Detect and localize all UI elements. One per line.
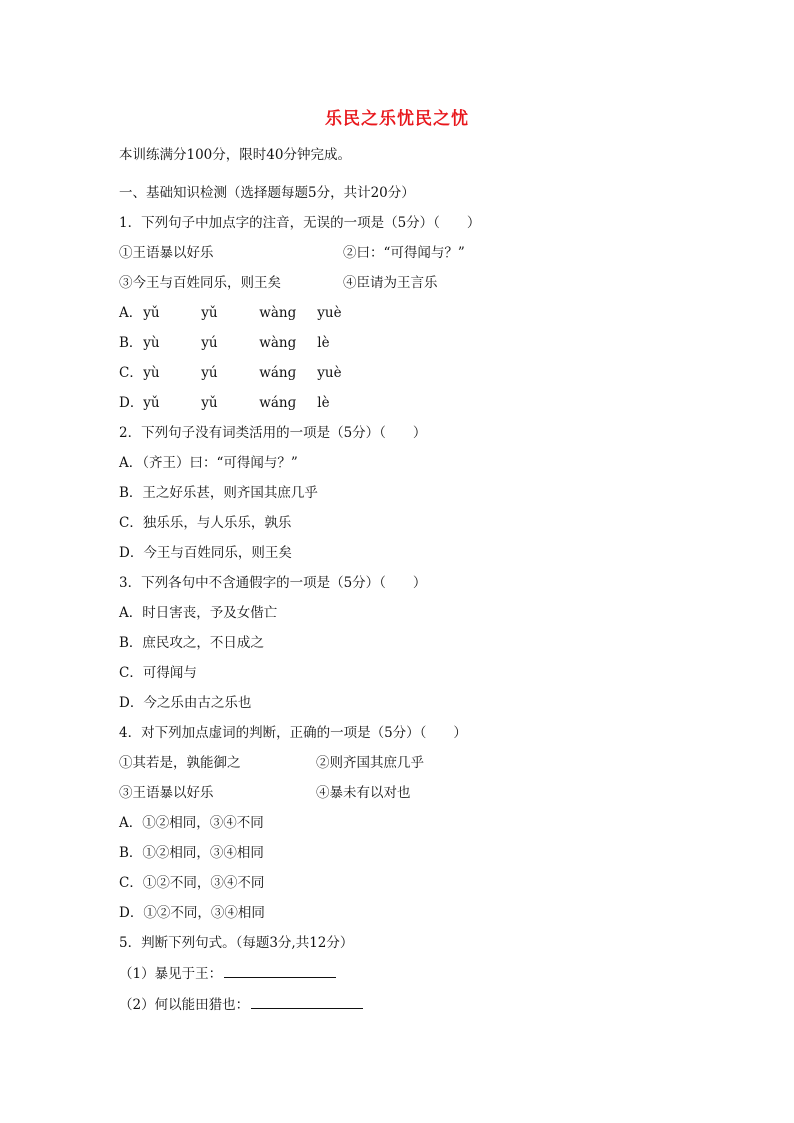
intro-text: 本训练满分100分，限时40分钟完成。: [119, 147, 351, 163]
q4-option-d[interactable]: D．①②不同，③④相同: [119, 905, 265, 921]
q2-option-d[interactable]: D．今王与百姓同乐，则王矣: [119, 545, 292, 561]
q5-item-1-blank[interactable]: [224, 963, 336, 978]
q5-item-2-blank[interactable]: [251, 994, 363, 1009]
q1-sentence-3: ③今王与百姓同乐，则王矣: [119, 275, 281, 291]
q4-sentence-3: ③王语暴以好乐: [119, 785, 214, 801]
q1-sentence-2: ②曰：“可得闻与？”: [343, 245, 465, 261]
q1-sentence-4: ④臣请为王言乐: [343, 275, 438, 291]
q4-option-a[interactable]: A．①②相同，③④不同: [119, 815, 264, 831]
q4-option-b[interactable]: B．①②相同，③④相同: [119, 845, 264, 861]
q3-option-b[interactable]: B．庶民攻之，不日成之: [119, 635, 264, 651]
q5-item-1-label: （1）暴见于王：: [119, 966, 223, 982]
question-1-stem: 1．下列句子中加点字的注音，无误的一项是（5分）（ ）: [119, 215, 481, 231]
q5-item-1: [119, 963, 336, 984]
q5-item-2: [119, 994, 363, 1015]
q1-option-d[interactable]: D． yǔ yǔ wánɡ lè: [119, 395, 330, 411]
q4-option-c[interactable]: C．①②不同，③④不同: [119, 875, 265, 891]
q3-option-c[interactable]: C．可得闻与: [119, 665, 197, 681]
q3-option-d[interactable]: D．今之乐由古之乐也: [119, 695, 252, 711]
question-2-stem: 2．下列句子没有词类活用的一项是（5分）（ ）: [119, 425, 427, 441]
question-3-stem: 3．下列各句中不含通假字的一项是（5分）（ ）: [119, 575, 427, 591]
q1-option-a[interactable]: A． yǔ yǔ wàng yuè: [119, 305, 342, 321]
q4-sentence-2: ②则齐国其庶几乎: [316, 755, 424, 771]
q4-sentence-4: ④暴未有以对也: [316, 785, 411, 801]
q2-option-b[interactable]: B．王之好乐甚，则齐国其庶几乎: [119, 485, 318, 501]
q1-option-b[interactable]: B． yù yú wàng lè: [119, 335, 330, 351]
section-heading: 一、基础知识检测（选择题每题5分，共计20分）: [119, 185, 415, 201]
page-title: 乐民之乐忧民之忧: [325, 109, 469, 129]
question-5-stem: 5．判断下列句式。（每题3分,共12分）: [119, 935, 354, 951]
q4-sentence-1: ①其若是，孰能御之: [119, 755, 241, 771]
q1-sentence-1: ①王语暴以好乐: [119, 245, 214, 261]
q2-option-c[interactable]: C．独乐乐，与人乐乐，孰乐: [119, 515, 292, 531]
q5-item-2-label: （2）何以能田猎也：: [119, 997, 250, 1013]
q2-option-a[interactable]: A．（齐王）曰：“可得闻与？”: [119, 455, 298, 471]
q3-option-a[interactable]: A．时日害丧，予及女偕亡: [119, 605, 278, 621]
question-4-stem: 4．对下列加点虚词的判断，正确的一项是（5分）（ ）: [119, 725, 467, 741]
q1-option-c[interactable]: C． yù yú wánɡ yuè: [119, 365, 342, 381]
